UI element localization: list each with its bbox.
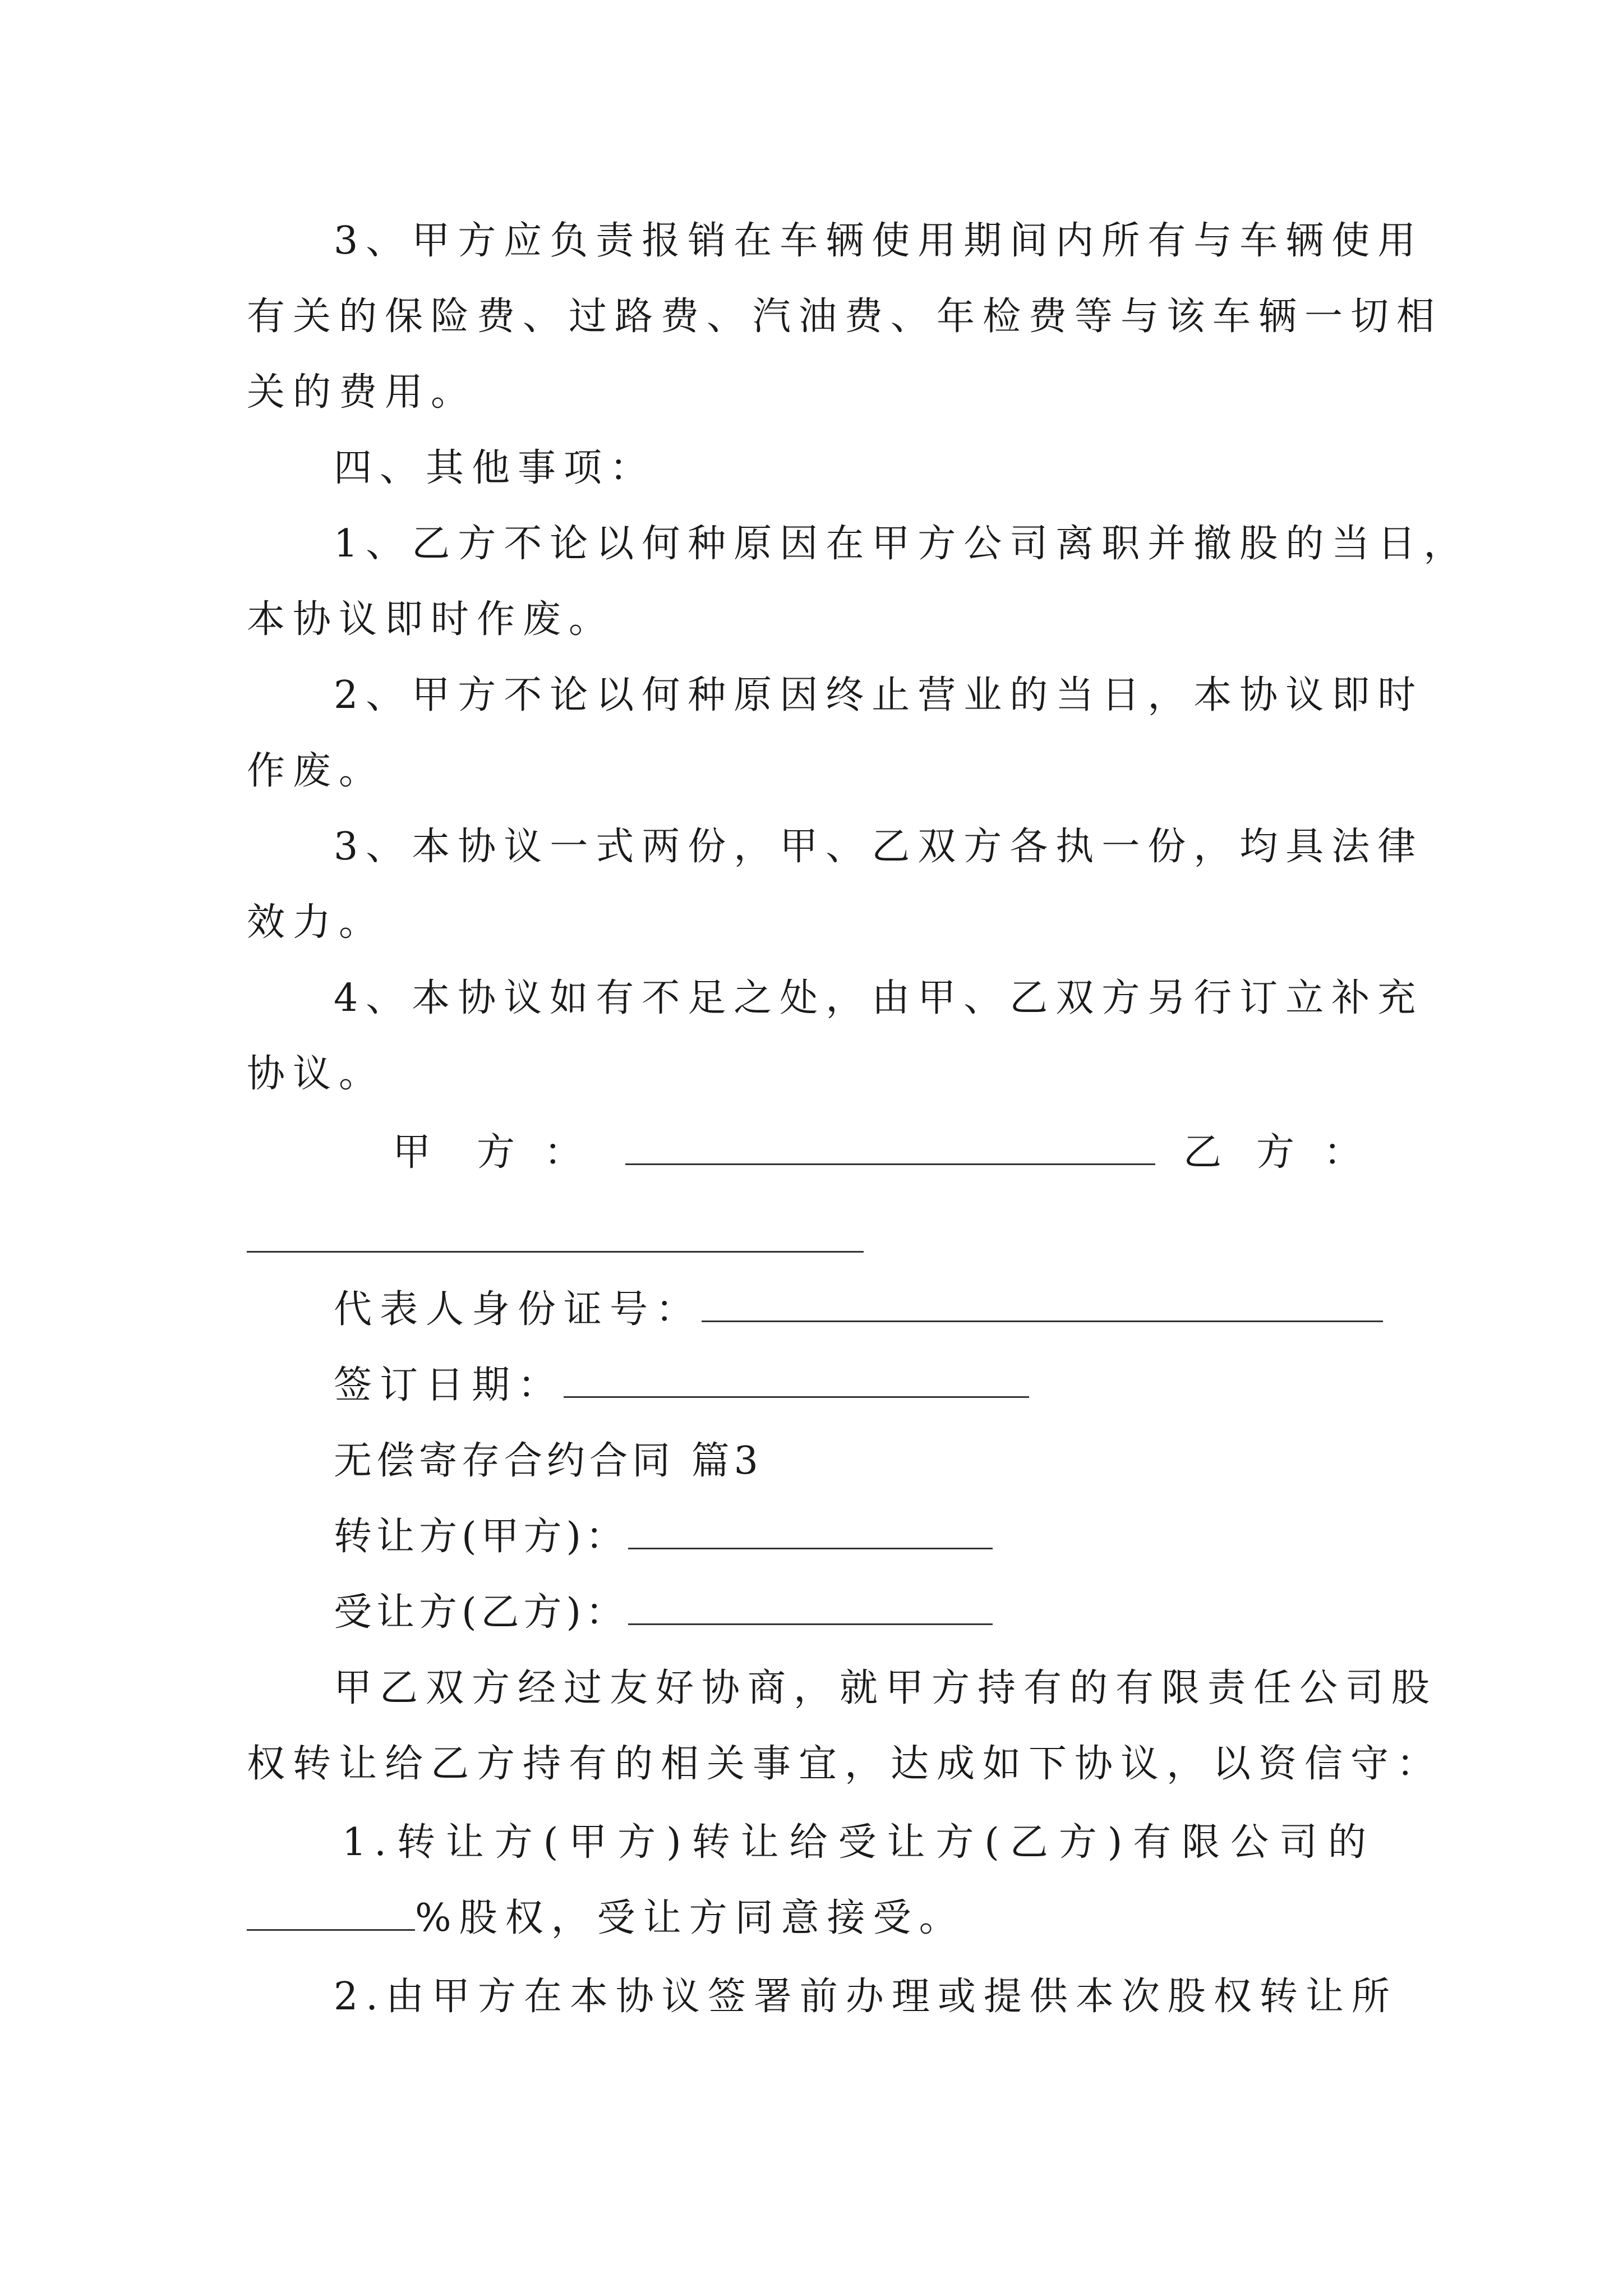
paragraph-line: 3、甲方应负责报销在车辆使用期间内所有与车辆使用 bbox=[334, 219, 1424, 263]
party-a-signature-blank bbox=[625, 1131, 1155, 1165]
id-number-label: 代表人身份证号： bbox=[334, 1287, 702, 1332]
paragraph-line: 2.由甲方在本协议签署前办理或提供本次股权转让所 bbox=[334, 1975, 1398, 2019]
transferee-blank bbox=[628, 1591, 993, 1625]
paragraph-line: 本协议即时作废。 bbox=[247, 597, 615, 642]
transferee-label: 受让方(乙方)： bbox=[334, 1590, 629, 1635]
transferor-row bbox=[334, 1512, 1374, 1562]
signing-date-blank bbox=[564, 1364, 1029, 1398]
party-b-signature-blank bbox=[247, 1251, 864, 1253]
paragraph-line: 有关的保险费、过路费、汽油费、年检费等与该车辆一切相 bbox=[247, 295, 1443, 339]
party-a-label-char: 甲 bbox=[393, 1130, 431, 1175]
section-heading: 四、其他事项： bbox=[334, 446, 656, 490]
contract-title: 无偿寄存合约合同 篇3 bbox=[334, 1439, 763, 1483]
paragraph-line: 协议。 bbox=[247, 1052, 385, 1096]
transferor-blank bbox=[628, 1515, 993, 1549]
transferor-label: 转让方(甲方)： bbox=[334, 1515, 629, 1559]
paragraph-line: 甲乙双方经过友好协商，就甲方持有的有限责任公司股 bbox=[334, 1666, 1438, 1710]
equity-percent-blank bbox=[247, 1897, 415, 1931]
party-a-label-char: 方 bbox=[477, 1130, 515, 1175]
paragraph-line: 权转让给乙方持有的相关事宜，达成如下协议，以资信守： bbox=[247, 1742, 1443, 1786]
paragraph-line: 3、本协议一式两份，甲、乙双方各执一份，均具法律 bbox=[334, 825, 1424, 869]
id-number-blank bbox=[702, 1288, 1383, 1322]
paragraph-line: 1、乙方不论以何种原因在甲方公司离职并撤股的当日， bbox=[334, 522, 1470, 566]
paragraph-line: 效力。 bbox=[247, 900, 385, 945]
paragraph-line: 4、本协议如有不足之处，由甲、乙双方另行订立补充 bbox=[334, 976, 1424, 1020]
transferee-row bbox=[334, 1588, 1374, 1638]
paragraph-line: 作废。 bbox=[247, 749, 385, 793]
paragraph-line: 2、甲方不论以何种原因终止营业的当日，本协议即时 bbox=[334, 673, 1424, 717]
id-number-row bbox=[334, 1285, 1374, 1335]
paragraph-line: 关的费用。 bbox=[247, 370, 477, 415]
signing-date-label: 签订日期： bbox=[334, 1363, 564, 1407]
clause-1-suffix: %股权，受让方同意接受。 bbox=[415, 1896, 965, 1940]
clause-1-line-2 bbox=[247, 1893, 1374, 1944]
party-b-label-char: 乙 bbox=[1183, 1130, 1222, 1175]
party-a-colon: ： bbox=[544, 1130, 583, 1175]
party-b-label-char: 方 bbox=[1256, 1130, 1295, 1175]
paragraph-line: 1.转让方(甲方)转让给受让方(乙方)有限公司的 bbox=[342, 1820, 1374, 1865]
party-b-colon: ： bbox=[1324, 1130, 1362, 1175]
signing-date-row bbox=[334, 1360, 1374, 1411]
